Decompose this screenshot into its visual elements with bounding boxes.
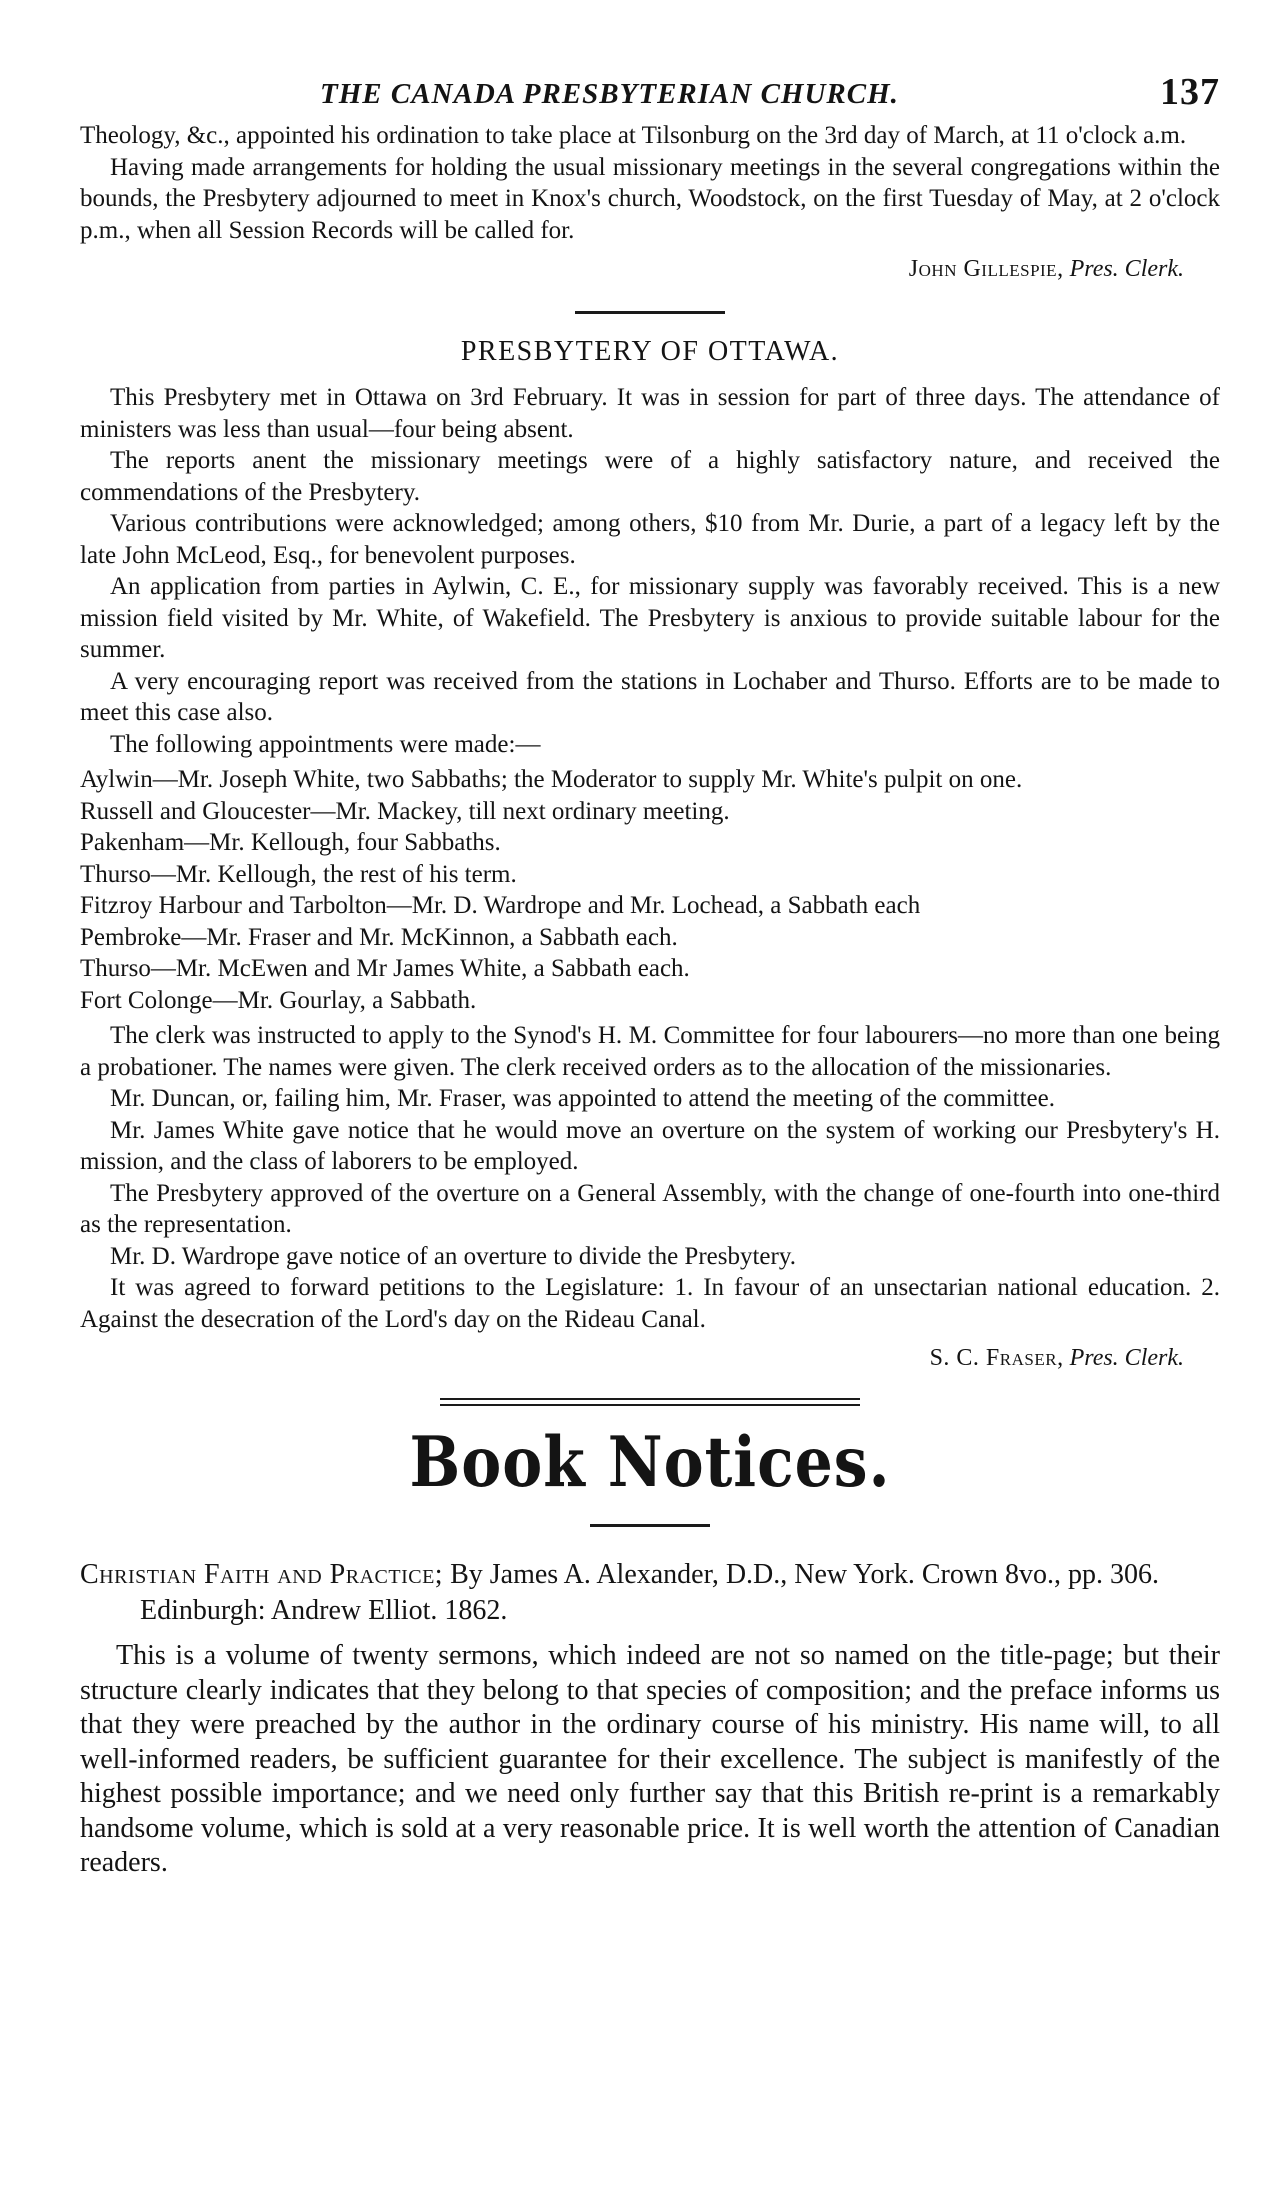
- report-paragraph: The clerk was instructed to apply to the Synod's H. M. Committee for four labourers—no more than one being a probationer. The names were given. The clerk received orders as to the allocation of the missionaries.: [80, 1022, 1220, 1081]
- report-paragraph: An application from parties in Aylwin, C. E., for missionary supply was favorably received. This is a new mission field visited by Mr. White, of Wakefield. The Presbytery is anxious to provide suitable labour for the summer.: [80, 573, 1220, 663]
- book-review: [80, 1639, 1220, 1881]
- ottawa-section: [80, 336, 1220, 1374]
- report-paragraph: The following appointments were made:—: [110, 730, 541, 758]
- section-divider: [575, 311, 725, 314]
- report-paragraph: Mr. Duncan, or, failing him, Mr. Fraser, was appointed to attend the meeting of the committee.: [110, 1085, 1055, 1112]
- continuation-section: [80, 120, 1220, 285]
- book-details: By James A. Alexander, D.D., New York. Crown 8vo., pp. 306. Edinburgh: Andrew Elliot. 1862.: [140, 1559, 1160, 1626]
- continuation-paragraph: Theology, &c., appointed his ordination to take place at Tilsonburg on the 3rd day of March, at 11 o'clock a.m.: [80, 122, 1187, 149]
- page-number: 137: [1160, 71, 1220, 113]
- book-title: Christian Faith and Practice;: [80, 1559, 444, 1590]
- appointment-item: Thurso—Mr. McEwen and Mr James White, a Sabbath each.: [80, 955, 690, 982]
- signature-name: S. C. Fraser,: [929, 1345, 1064, 1371]
- appointment-item: Russell and Gloucester—Mr. Mackey, till next ordinary meeting.: [80, 797, 730, 825]
- appointment-item: Pembroke—Mr. Fraser and Mr. McKinnon, a Sabbath each.: [80, 923, 678, 951]
- double-rule-divider: [440, 1398, 860, 1406]
- report-paragraph: A very encouraging report was received from the stations in Lochaber and Thurso. Efforts are to be made to meet this case also.: [80, 667, 1220, 726]
- report-paragraph: The Presbytery approved of the overture on a General Assembly, with the change of one-fourth into one-third as the representation.: [80, 1179, 1220, 1238]
- running-head: [80, 70, 1220, 120]
- heading-underline: [590, 1524, 710, 1527]
- journal-page: [80, 70, 1220, 1881]
- signature-title: Pres. Clerk.: [1069, 256, 1184, 282]
- appointment-item: Thurso—Mr. Kellough, the rest of his term.: [80, 860, 517, 888]
- appointment-item: Pakenham—Mr. Kellough, four Sabbaths.: [80, 829, 501, 856]
- review-paragraph: This is a volume of twenty sermons, which indeed are not so named on the title-page; but their structure clearly indicates that they belong to that species of composition; and the preface informs us that they were preached by the author in the ordinary course of his ministry. His name will, to all well-informed readers, be sufficient guarantee for their excellence. The subject is manifestly of the highest possible importance; and we need only further say that this British re-print is a remarkably handsome volume, which is sold at a very reasonable price. It is well worth the attention of Canadian readers.: [80, 1640, 1220, 1878]
- signature-name: John Gillespie,: [908, 256, 1064, 282]
- report-paragraph: Mr. James White gave notice that he would move an overture on the system of working our Presbytery's H. mission, and the class of laborers to be employed.: [80, 1116, 1220, 1175]
- appointment-item: Fort Colonge—Mr. Gourlay, a Sabbath.: [80, 986, 477, 1014]
- book-entry: [80, 1557, 1220, 1629]
- appointments-list: [80, 764, 1220, 1016]
- section-heading: PRESBYTERY OF OTTAWA.: [460, 336, 840, 367]
- clerk-signature: [80, 254, 1220, 285]
- report-paragraph: This Presbytery met in Ottawa on 3rd February. It was in session for part of three days. The attendance of ministers was less than usual—four being absent.: [80, 384, 1220, 443]
- report-paragraph: Mr. D. Wardrope gave notice of an overture to divide the Presbytery.: [110, 1242, 796, 1270]
- appointment-item: Fitzroy Harbour and Tarbolton—Mr. D. Wardrope and Mr. Lochead, a Sabbath each: [80, 892, 921, 919]
- clerk-signature: [80, 1343, 1220, 1374]
- report-paragraph: It was agreed to forward petitions to the Legislature: 1. In favour of an unsectarian national education. 2. Against the desecration of the Lord's day on the Rideau Canal.: [80, 1274, 1220, 1333]
- continuation-paragraph: Having made arrangements for holding the usual missionary meetings in the several congregations within the bounds, the Presbytery adjourned to meet in Knox's church, Woodstock, on the first Tuesday of May, at 2 o'clock p.m., when all Session Records will be called for.: [80, 153, 1220, 244]
- report-paragraph: The reports anent the missionary meetings were of a highly satisfactory nature, and received the commendations of the Presbytery.: [80, 447, 1220, 506]
- signature-title: Pres. Clerk.: [1069, 1345, 1184, 1371]
- running-title: THE CANADA PRESBYTERIAN CHURCH.: [320, 78, 899, 110]
- report-paragraph: Various contributions were acknowledged; among others, $10 from Mr. Durie, a part of a legacy left by the late John McLeod, Esq., for benevolent purposes.: [80, 510, 1220, 569]
- book-notices-heading: Book Notices.: [409, 1422, 891, 1504]
- appointment-item: Aylwin—Mr. Joseph White, two Sabbaths; the Moderator to supply Mr. White's pulpit on one.: [80, 766, 1023, 793]
